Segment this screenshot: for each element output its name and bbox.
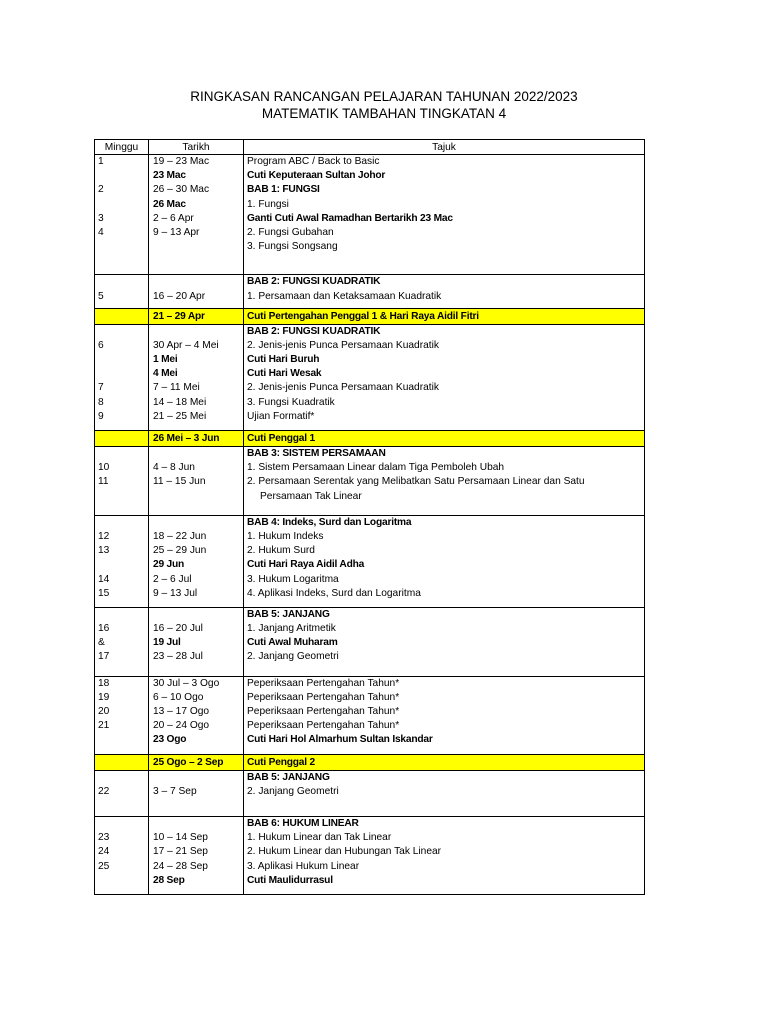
topic-text: 1. Sistem Persamaan Linear dalam Tiga Pemboleh Ubah [247,462,505,474]
topic-text: 1. Hukum Indeks [247,530,324,542]
week-number [98,325,148,339]
date-cell [149,676,244,754]
schedule-block-row [95,324,645,430]
header-tarikh: Tarikh [149,140,244,155]
date-range [153,240,243,254]
topic-text: 2. Persamaan Serentak yang Melibatkan Satu Persamaan Linear dan Satu [247,476,585,488]
date-range: 26 – 30 Mac [153,184,210,196]
holiday-name: Cuti Penggal 2 [244,754,645,770]
date-range: 2 – 6 Jul [153,573,192,585]
topic-text: 2. Jenis-jenis Punca Persamaan Kuadratik [247,339,439,351]
topic-text: BAB 3: SISTEM PERSAMAAN [247,448,386,459]
week-number [98,558,148,572]
week-number [98,240,148,254]
holiday-week-cell [95,754,149,770]
date-range: 30 Apr – 4 Mei [153,339,219,351]
document-title-line-1: RINGKASAN RANCANGAN PELAJARAN TAHUNAN 2022/2023 [190,89,578,104]
header-minggu: Minggu [95,140,149,155]
date-range [153,325,243,339]
week-cell [95,324,149,430]
week-number: & [98,637,105,649]
topic-text: 2. Fungsi Gubahan [247,226,334,238]
date-range: 23 Ogo [153,734,187,746]
topic-text: Persamaan Tak Linear [260,490,362,502]
week-number [98,874,148,888]
schedule-block-row [95,155,645,275]
date-range [153,608,243,622]
week-number [98,447,148,461]
week-number [98,516,148,530]
topic-text: 3. Aplikasi Hukum Linear [247,860,360,872]
week-cell [95,515,149,607]
date-cell [149,515,244,607]
week-number: 16 [98,623,110,635]
date-range: 13 – 17 Ogo [153,706,210,717]
topic-text: Cuti Keputeraan Sultan Johor [247,170,386,182]
date-cell [149,770,244,816]
date-range: 4 Mei [153,368,178,380]
topic-cell [244,155,645,275]
date-range: 11 – 15 Jun [153,476,206,488]
date-range: 23 – 28 Jul [153,651,203,663]
holiday-row [95,308,645,324]
topic-cell [244,275,645,308]
topic-text: 2. Hukum Surd [247,545,315,557]
topic-text: 1. Fungsi [247,198,289,210]
week-number: 23 [98,832,110,844]
header-tajuk: Tajuk [244,140,645,155]
date-range: 24 – 28 Sep [153,860,208,872]
week-number: 4 [98,226,104,238]
topic-text: Cuti Maulidurrasul [247,874,333,886]
topic-text: 3. Fungsi Kuadratik [247,396,335,408]
document-title-line-2: MATEMATIK TAMBAHAN TINGKATAN 4 [261,106,507,121]
week-number: 24 [98,846,110,858]
week-number: 12 [98,530,110,542]
week-number [98,367,148,381]
holiday-row [95,754,645,770]
date-range: 9 – 13 Jul [153,587,198,599]
week-cell [95,275,149,308]
date-range [153,516,243,530]
schedule-block-row [95,447,645,516]
week-number: 17 [98,651,110,663]
holiday-week-cell [95,308,149,324]
date-range: 4 – 8 Jun [153,462,195,474]
topic-text: 4. Aplikasi Indeks, Surd dan Logaritma [247,587,421,599]
date-range [153,817,243,831]
week-number [98,817,148,831]
date-cell [149,155,244,275]
date-range: 28 Sep [153,874,185,886]
topic-text: Peperiksaan Pertengahan Tahun* [247,677,400,689]
holiday-name: Cuti Penggal 1 [244,431,645,447]
week-number: 13 [98,545,110,557]
date-cell [149,607,244,676]
week-number: 9 [98,410,104,422]
schedule-block-row [95,816,645,894]
date-range: 16 – 20 Jul [153,623,203,635]
topic-text: BAB 1: FUNGSI [247,184,320,196]
week-cell [95,447,149,516]
date-range: 25 – 29 Jun [153,545,207,557]
topic-text: BAB 2: FUNGSI KUADRATIK [247,325,381,337]
topic-text: Cuti Hari Wesak [247,368,322,380]
topic-text: BAB 5: JANJANG [247,608,330,620]
topic-text: Cuti Hari Raya Aidil Adha [247,559,365,571]
week-number: 22 [98,785,110,797]
date-range: 16 – 20 Apr [153,290,206,302]
date-range [153,447,243,461]
schedule-block-row [95,275,645,308]
date-range: 7 – 11 Mei [153,382,200,394]
week-number: 18 [98,677,110,689]
date-cell [149,816,244,894]
week-number: 7 [98,382,104,394]
week-number: 5 [98,290,104,302]
topic-text: BAB 6: HUKUM LINEAR [247,817,359,829]
week-cell [95,607,149,676]
date-range: 9 – 13 Apr [153,226,200,238]
date-range [153,490,243,504]
week-number: 3 [98,212,104,224]
date-range [153,275,243,289]
date-range: 18 – 22 Jun [153,530,207,542]
week-cell [95,676,149,754]
topic-cell [244,816,645,894]
date-range: 19 – 23 Mac [153,156,210,167]
holiday-date: 26 Mei – 3 Jun [149,431,244,447]
topic-cell [244,676,645,754]
date-cell [149,275,244,308]
schedule-block-row [95,676,645,754]
topic-text: 2. Hukum Linear dan Hubungan Tak Linear [247,846,442,858]
topic-text: Cuti Hari Hol Almarhum Sultan Iskandar [247,734,433,746]
date-range: 17 – 21 Sep [153,846,208,858]
week-number [98,771,148,785]
week-number [98,608,148,622]
topic-text: 1. Hukum Linear dan Tak Linear [247,832,392,844]
topic-text: 2. Janjang Geometri [247,785,339,797]
week-number: 1 [98,156,104,167]
lesson-plan-table [94,139,645,895]
topic-cell [244,515,645,607]
table-header-row [95,140,645,155]
date-range: 30 Jul – 3 Ogo [153,677,220,689]
week-number [98,275,148,289]
week-number: 19 [98,691,110,703]
date-range: 1 Mei [153,354,178,366]
week-cell [95,816,149,894]
date-range: 26 Mac [153,198,186,210]
week-number: 2 [98,184,104,196]
week-number: 8 [98,396,104,408]
topic-text: Program ABC / Back to Basic [247,156,380,167]
date-range: 21 – 25 Mei [153,410,207,422]
table-body [95,155,645,895]
topic-text: Peperiksaan Pertengahan Tahun* [247,691,400,703]
topic-text: BAB 5: JANJANG [247,771,330,783]
topic-text: Peperiksaan Pertengahan Tahun* [247,720,400,732]
topic-text: Peperiksaan Pertengahan Tahun* [247,706,400,717]
topic-cell [244,770,645,816]
date-range: 23 Mac [153,170,186,182]
topic-text: 3. Hukum Logaritma [247,573,339,585]
date-range: 10 – 14 Sep [153,832,208,844]
week-number: 20 [98,706,110,717]
week-cell [95,155,149,275]
holiday-date: 25 Ogo – 2 Sep [149,754,244,770]
week-number: 14 [98,573,110,585]
holiday-name: Cuti Pertengahan Penggal 1 & Hari Raya Aidil Fitri [244,308,645,324]
topic-text: Cuti Awal Muharam [247,637,338,649]
date-range: 20 – 24 Ogo [153,720,210,732]
date-cell [149,447,244,516]
schedule-block-row [95,607,645,676]
topic-text: 1. Janjang Aritmetik [247,623,336,635]
week-number [98,169,148,183]
week-number: 15 [98,587,110,599]
topic-text: BAB 4: Indeks, Surd dan Logaritma [247,516,412,528]
schedule-block-row [95,515,645,607]
holiday-date: 21 – 29 Apr [149,308,244,324]
holiday-row [95,431,645,447]
topic-text: 1. Persamaan dan Ketaksamaan Kuadratik [247,290,442,302]
schedule-block-row [95,770,645,816]
week-number: 11 [98,476,109,488]
topic-cell [244,447,645,516]
week-number: 25 [98,860,110,872]
topic-text: 2. Janjang Geometri [247,651,339,663]
holiday-week-cell [95,431,149,447]
topic-text: Ujian Formatif* [247,410,315,422]
date-range: 3 – 7 Sep [153,785,197,797]
topic-text: BAB 2: FUNGSI KUADRATIK [247,276,381,288]
week-number [98,733,148,747]
topic-text: 3. Fungsi Songsang [247,241,338,253]
date-range: 19 Jul [153,637,181,649]
week-number: 6 [98,339,104,351]
topic-cell [244,607,645,676]
topic-text: Ganti Cuti Awal Ramadhan Bertarikh 23 Mac [247,212,453,224]
date-range: 2 – 6 Apr [153,212,194,224]
topic-text: 2. Jenis-jenis Punca Persamaan Kuadratik [247,382,439,394]
topic-cell [244,324,645,430]
week-number [98,198,148,212]
week-number: 10 [98,462,110,474]
week-number [98,353,148,367]
date-range: 6 – 10 Ogo [153,691,204,703]
date-range: 29 Jun [153,559,185,571]
week-number: 21 [98,720,110,732]
date-cell [149,324,244,430]
date-range [153,771,243,785]
week-cell [95,770,149,816]
date-range: 14 – 18 Mei [153,396,207,408]
week-number [98,490,148,504]
topic-text: Cuti Hari Buruh [247,354,320,366]
